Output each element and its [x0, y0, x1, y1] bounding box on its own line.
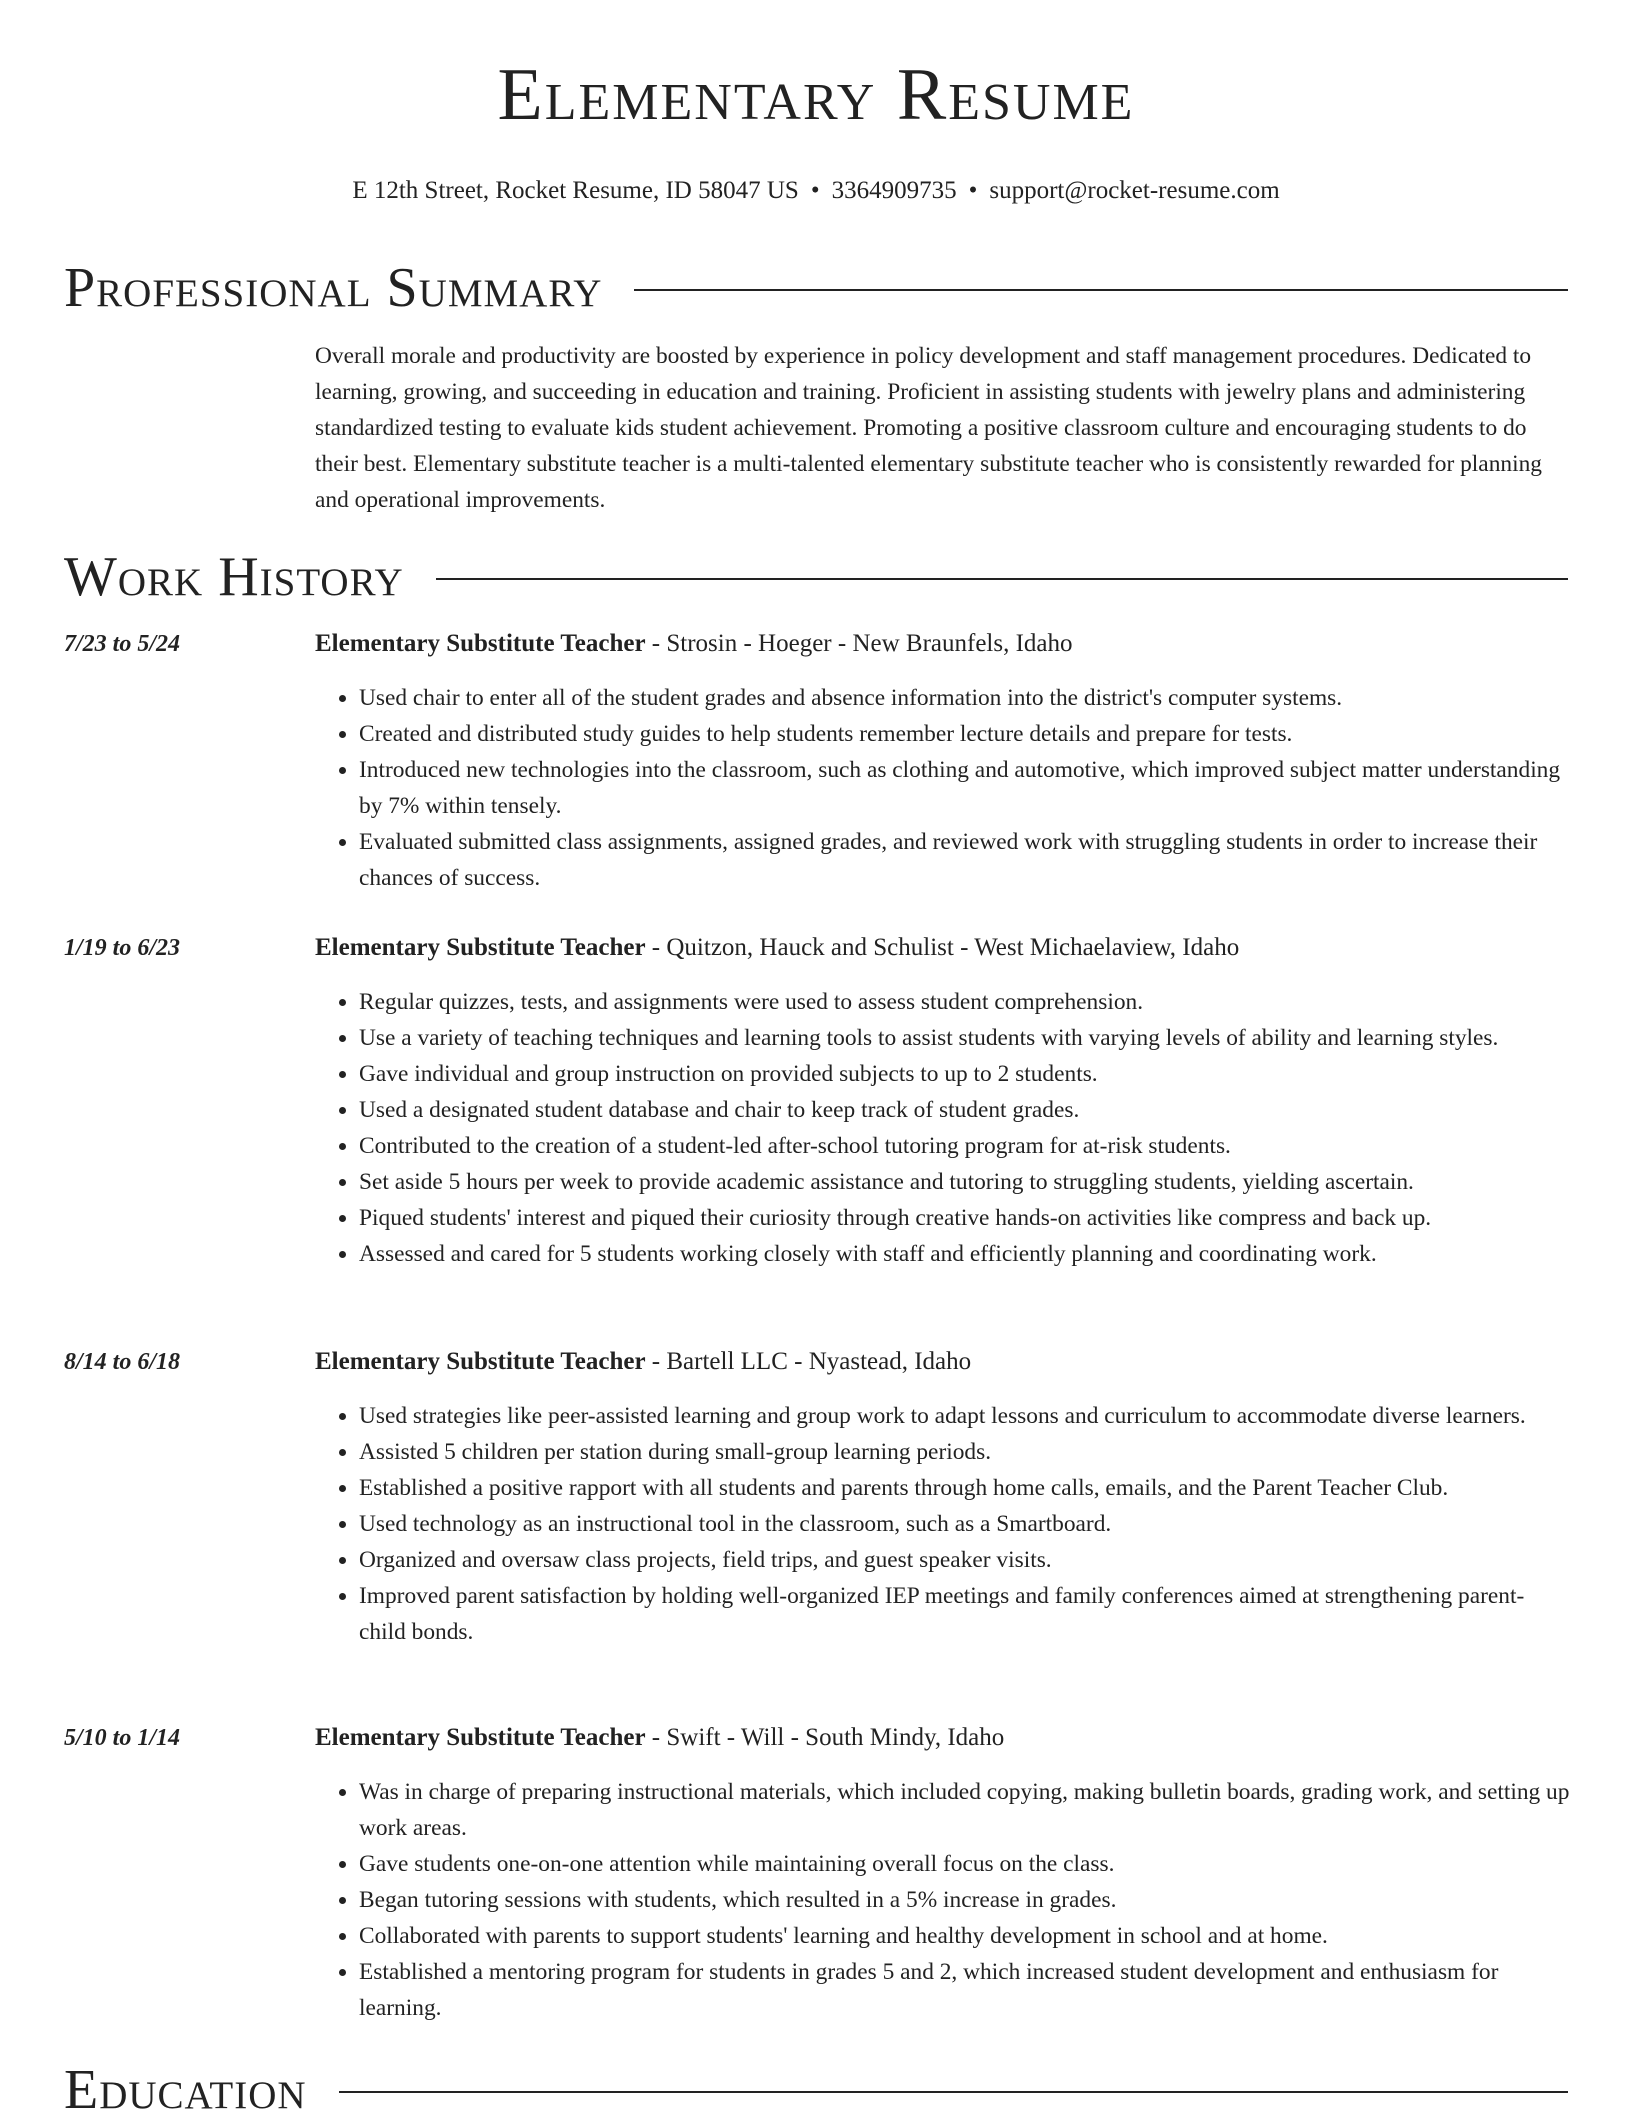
contact-line: [0, 176, 1632, 206]
job-bullet: • Assessed and cared for 5 students working closely with staff and efficiently planning and coordinating work.: [359, 1236, 1571, 1272]
job-bullet: • Was in charge of preparing instructional materials, which included copying, making bulletin boards, grading work, and setting up work areas.: [359, 1774, 1571, 1846]
summary-heading: Professional Summary: [64, 257, 603, 319]
job-bullet: • Regular quizzes, tests, and assignments were used to assess student comprehension.: [359, 984, 1571, 1020]
contact-address: E 12th Street, Rocket Resume, ID 58047 US: [352, 177, 799, 204]
job-bullet: • Collaborated with parents to support students' learning and healthy development in school and at home.: [359, 1918, 1571, 1954]
job-title-line: [315, 626, 1073, 662]
job-title-line: [315, 1344, 971, 1380]
summary-section-header: [64, 257, 1568, 319]
job-bullet: • Set aside 5 hours per week to provide academic assistance and tutoring to struggling students, yielding ascertain.: [359, 1164, 1571, 1200]
job-bullet: • Assisted 5 children per station during small-group learning periods.: [359, 1434, 1571, 1470]
job-bullet: • Evaluated submitted class assignments, assigned grades, and reviewed work with struggling students in order to increase their chances of success.: [359, 824, 1571, 896]
job-bullet: • Gave students one-on-one attention while maintaining overall focus on the class.: [359, 1846, 1571, 1882]
job-details: - Quitzon, Hauck and Schulist - West Michaelaview, Idaho: [645, 934, 1240, 961]
job-dates: 5/10 to 1/14: [64, 1725, 181, 1751]
section-divider: [339, 2091, 1568, 2093]
job-bullet: • Used chair to enter all of the student grades and absence information into the district's computer systems.: [359, 680, 1571, 716]
job-details: - Strosin - Hoeger - New Braunfels, Idaho: [645, 630, 1073, 657]
job-bullet: • Gave individual and group instruction on provided subjects to up to 2 students.: [359, 1056, 1571, 1092]
contact-email: support@rocket-resume.com: [989, 177, 1280, 204]
job-bullet: • Piqued students' interest and piqued their curiosity through creative hands-on activities like compress and back up.: [359, 1200, 1571, 1236]
job-role: Elementary Substitute Teacher: [315, 1724, 646, 1751]
education-section-header: [64, 2059, 1568, 2121]
job-title-line: [315, 930, 1239, 966]
job-bullet: • Contributed to the creation of a student-led after-school tutoring program for at-risk students.: [359, 1128, 1571, 1164]
job-role: Elementary Substitute Teacher: [315, 630, 646, 657]
job-bullets: [315, 1398, 1571, 1650]
resume-name: Elementary Resume: [497, 54, 1135, 136]
job-role: Elementary Substitute Teacher: [315, 1348, 646, 1375]
job-details: - Bartell LLC - Nyastead, Idaho: [645, 1348, 972, 1375]
work-section-header: [64, 546, 1568, 608]
job-dates: 7/23 to 5/24: [64, 631, 181, 657]
job-bullet: • Created and distributed study guides to help students remember lecture details and prepare for tests.: [359, 716, 1571, 752]
job-bullets: [315, 984, 1571, 1272]
job-bullet: • Used a designated student database and chair to keep track of student grades.: [359, 1092, 1571, 1128]
job-bullet: • Use a variety of teaching techniques and learning tools to assist students with varying levels of ability and learning styles.: [359, 1020, 1571, 1056]
section-divider: [634, 289, 1568, 291]
job-bullet: • Used technology as an instructional tool in the classroom, such as a Smartboard.: [359, 1506, 1571, 1542]
job-bullets: [315, 680, 1571, 896]
job-details: - Swift - Will - South Mindy, Idaho: [645, 1724, 1005, 1751]
job-bullet: • Began tutoring sessions with students, which resulted in a 5% increase in grades.: [359, 1882, 1571, 1918]
job-bullet: • Established a positive rapport with all students and parents through home calls, emails, and the Parent Teacher Club.: [359, 1470, 1571, 1506]
job-bullet: • Established a mentoring program for students in grades 5 and 2, which increased student development and enthusiasm for learning.: [359, 1954, 1571, 2026]
job-dates: 8/14 to 6/18: [64, 1349, 181, 1375]
job-dates: 1/19 to 6/23: [64, 935, 181, 961]
job-role: Elementary Substitute Teacher: [315, 934, 646, 961]
summary-text: Overall morale and productivity are boosted by experience in policy development and staff management procedures. Dedicated to learning, growing, and succeeding in education and training. Proficient in assisting students with jewelry plans and administering standardized testing to evaluate kids student achievement. Promoting a positive classroom culture and encouraging students to do their best. Elementary substitute teacher is a multi-talented elementary substitute teacher who is consistently rewarded for planning and operational improvements.: [315, 343, 1542, 513]
contact-phone: 3364909735: [831, 177, 957, 204]
work-heading: Work History: [64, 546, 404, 608]
job-bullet: • Organized and oversaw class projects, field trips, and guest speaker visits.: [359, 1542, 1571, 1578]
job-bullet: • Improved parent satisfaction by holding well-organized IEP meetings and family conferences aimed at strengthening parent-child bonds.: [359, 1578, 1571, 1650]
job-bullet: • Introduced new technologies into the classroom, such as clothing and automotive, which improved subject matter understanding by 7% within tensely.: [359, 752, 1571, 824]
section-divider: [436, 578, 1568, 580]
job-bullets: [315, 1774, 1571, 2026]
education-heading: Education: [64, 2059, 307, 2121]
contact-separator: •: [968, 177, 978, 204]
contact-separator: •: [810, 177, 820, 204]
job-bullet: • Used strategies like peer-assisted learning and group work to adapt lessons and curriculum to accommodate diverse learners.: [359, 1398, 1571, 1434]
job-title-line: [315, 1720, 1004, 1756]
